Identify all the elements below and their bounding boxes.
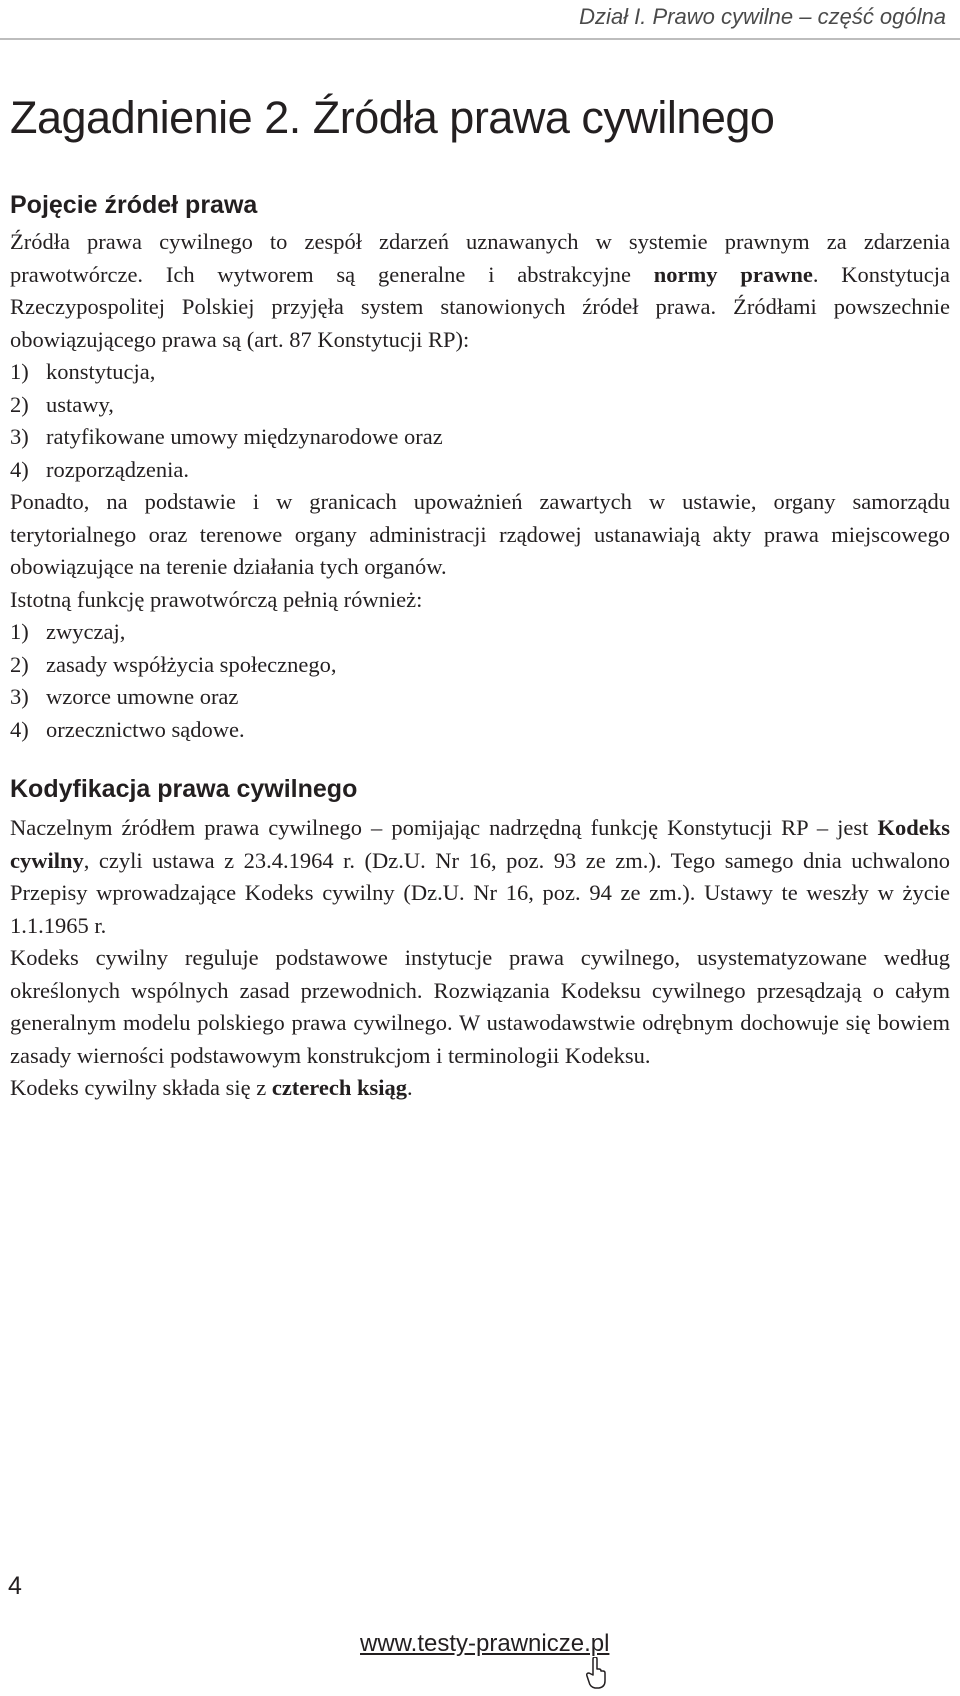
list-item: 3) ratyfikowane umowy międzynarodowe oraz	[10, 424, 443, 449]
list-item: 1) zwyczaj,	[10, 619, 126, 644]
paragraph-sources-definition: Źródła prawa cywilnego to zespół zdarzeń uznawanych w systemie prawnym za zdarzenia prawotwórcze. Ich wytworem są generalne i abstrakcyjne normy prawne. Konstytucja Rzeczypospolitej Polskiej przyjęła system stanowionych źródeł prawa. Źródłami powszechnie obowiązującego prawa są (art. 87 Konstytucji RP):	[10, 229, 950, 352]
header-divider	[0, 38, 960, 40]
footer-website-link[interactable]: www.testy-prawnicze.pl	[360, 1630, 610, 1657]
list-item: 2) zasady współżycia społecznego,	[10, 651, 337, 677]
section-heading-codification: Kodyfikacja prawa cywilnego	[10, 775, 358, 803]
paragraph-civil-code-source: Naczelnym źródłem prawa cywilnego – pomijając nadrzędną funkcję Konstytucji RP – jest Kodeks cywilny, czyli ustawa z 23.4.1964 r. (Dz.U. Nr 16, poz. 93 ze zm.). Tego samego dnia uchwalono Przepisy wprowadzające Kodeks cywilny (Dz.U. Nr 16, poz. 94 ze zm.). Ustawy te weszły w życie 1.1.1965 r.	[10, 815, 950, 938]
list-other-sources	[10, 616, 950, 746]
paragraph-law-making-function: Istotną funkcję prawotwórczą pełnią również:	[10, 586, 423, 612]
emphasis-legal-norms: normy prawne	[653, 261, 813, 287]
page-content	[10, 190, 950, 1105]
chapter-title: Zagadnienie 2. Źródła prawa cywilnego	[10, 92, 775, 143]
list-item: 1) konstytucja,	[10, 359, 156, 384]
section-heading-sources: Pojęcie źródeł prawa	[10, 191, 258, 219]
list-sources-of-law	[10, 356, 950, 486]
emphasis-four-books: czterech ksiąg	[271, 1075, 407, 1100]
hand-pointer-icon	[586, 1657, 608, 1689]
paragraph-civil-code-scope: Kodeks cywilny reguluje podstawowe instytucje prawa cywilnego, usystematyzowane według określonych wspólnych zasad przewodnich. Rozwiązania Kodeksu cywilnego przesądzają o całym generalnym modelu polskiego prawa cywilnego. W ustawodawstwie odrębnym dochowuje się bowiem zasady wierności podstawowym konstrukcjom i terminologii Kodeksu.	[10, 945, 950, 1068]
list-item: 4) rozporządzenia.	[10, 456, 190, 482]
paragraph-local-law: Ponadto, na podstawie i w granicach upoważnień zawartych w ustawie, organy samorządu terytorialnego oraz terenowe organy administracji rządowej ustanawiają akty prawa miejscowego obowiązujące na terenie działania tych organów.	[10, 489, 950, 579]
emphasis-civil-code: Kodeks cywilny	[10, 815, 950, 873]
running-header-title: Dział I. Prawo cywilne – część ogólna	[579, 4, 946, 29]
list-item: 2) ustawy,	[10, 391, 114, 417]
page-number: 4	[8, 1572, 22, 1600]
paragraph-civil-code-books: Kodeks cywilny składa się z czterech ksiąg.	[10, 1075, 413, 1100]
list-item: 3) wzorce umowne oraz	[10, 684, 239, 709]
list-item: 4) orzecznictwo sądowe.	[10, 716, 245, 742]
